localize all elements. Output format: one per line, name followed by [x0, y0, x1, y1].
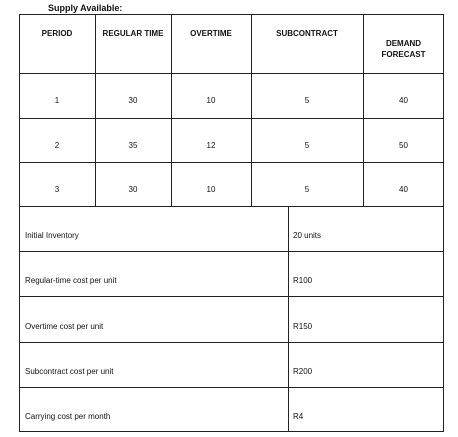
- row-divider: [19, 296, 444, 297]
- header-regular-time: REGULAR TIME: [102, 29, 164, 38]
- cell-subcontract: 5: [304, 141, 310, 150]
- cell-overtime: 12: [206, 141, 216, 150]
- header-forecast: FORECAST: [381, 50, 426, 59]
- row-divider: [19, 118, 444, 119]
- header-period: PERIOD: [41, 29, 73, 38]
- cost-label: Subcontract cost per unit: [25, 367, 114, 376]
- header-overtime: OVERTIME: [190, 29, 232, 38]
- row-divider: [19, 342, 444, 343]
- header-demand: DEMAND: [385, 39, 422, 48]
- table-heading: Supply Available:: [48, 3, 123, 13]
- cell-regular-time: 30: [128, 185, 138, 194]
- cell-overtime: 10: [206, 96, 216, 105]
- cost-value: 20 units: [293, 231, 322, 240]
- cell-period: 1: [54, 96, 60, 105]
- cell-regular-time: 35: [128, 141, 138, 150]
- cost-value: R4: [293, 412, 304, 421]
- cost-label: Initial Inventory: [25, 231, 79, 240]
- cell-subcontract: 5: [304, 185, 310, 194]
- cell-regular-time: 30: [128, 96, 138, 105]
- column-divider: [251, 14, 252, 207]
- column-divider: [95, 14, 96, 207]
- column-divider: [171, 14, 172, 207]
- cost-table-border: [19, 206, 444, 432]
- cell-period: 3: [54, 185, 60, 194]
- cost-value: R200: [293, 367, 313, 376]
- cost-value: R100: [293, 276, 313, 285]
- cost-label: Regular-time cost per unit: [25, 276, 117, 285]
- cost-label: Overtime cost per unit: [25, 322, 104, 331]
- cell-demand: 40: [399, 96, 408, 105]
- row-divider: [19, 162, 444, 163]
- row-divider: [19, 387, 444, 388]
- cell-overtime: 10: [206, 185, 216, 194]
- cell-period: 2: [54, 141, 60, 150]
- column-divider: [288, 206, 289, 432]
- cost-label: Carrying cost per month: [25, 412, 111, 421]
- cell-subcontract: 5: [304, 96, 310, 105]
- header-subcontract: SUBCONTRACT: [276, 29, 338, 38]
- cost-value: R150: [293, 322, 313, 331]
- row-divider: [19, 251, 444, 252]
- cell-demand: 40: [399, 185, 408, 194]
- cell-demand: 50: [399, 141, 408, 150]
- row-divider: [19, 73, 444, 74]
